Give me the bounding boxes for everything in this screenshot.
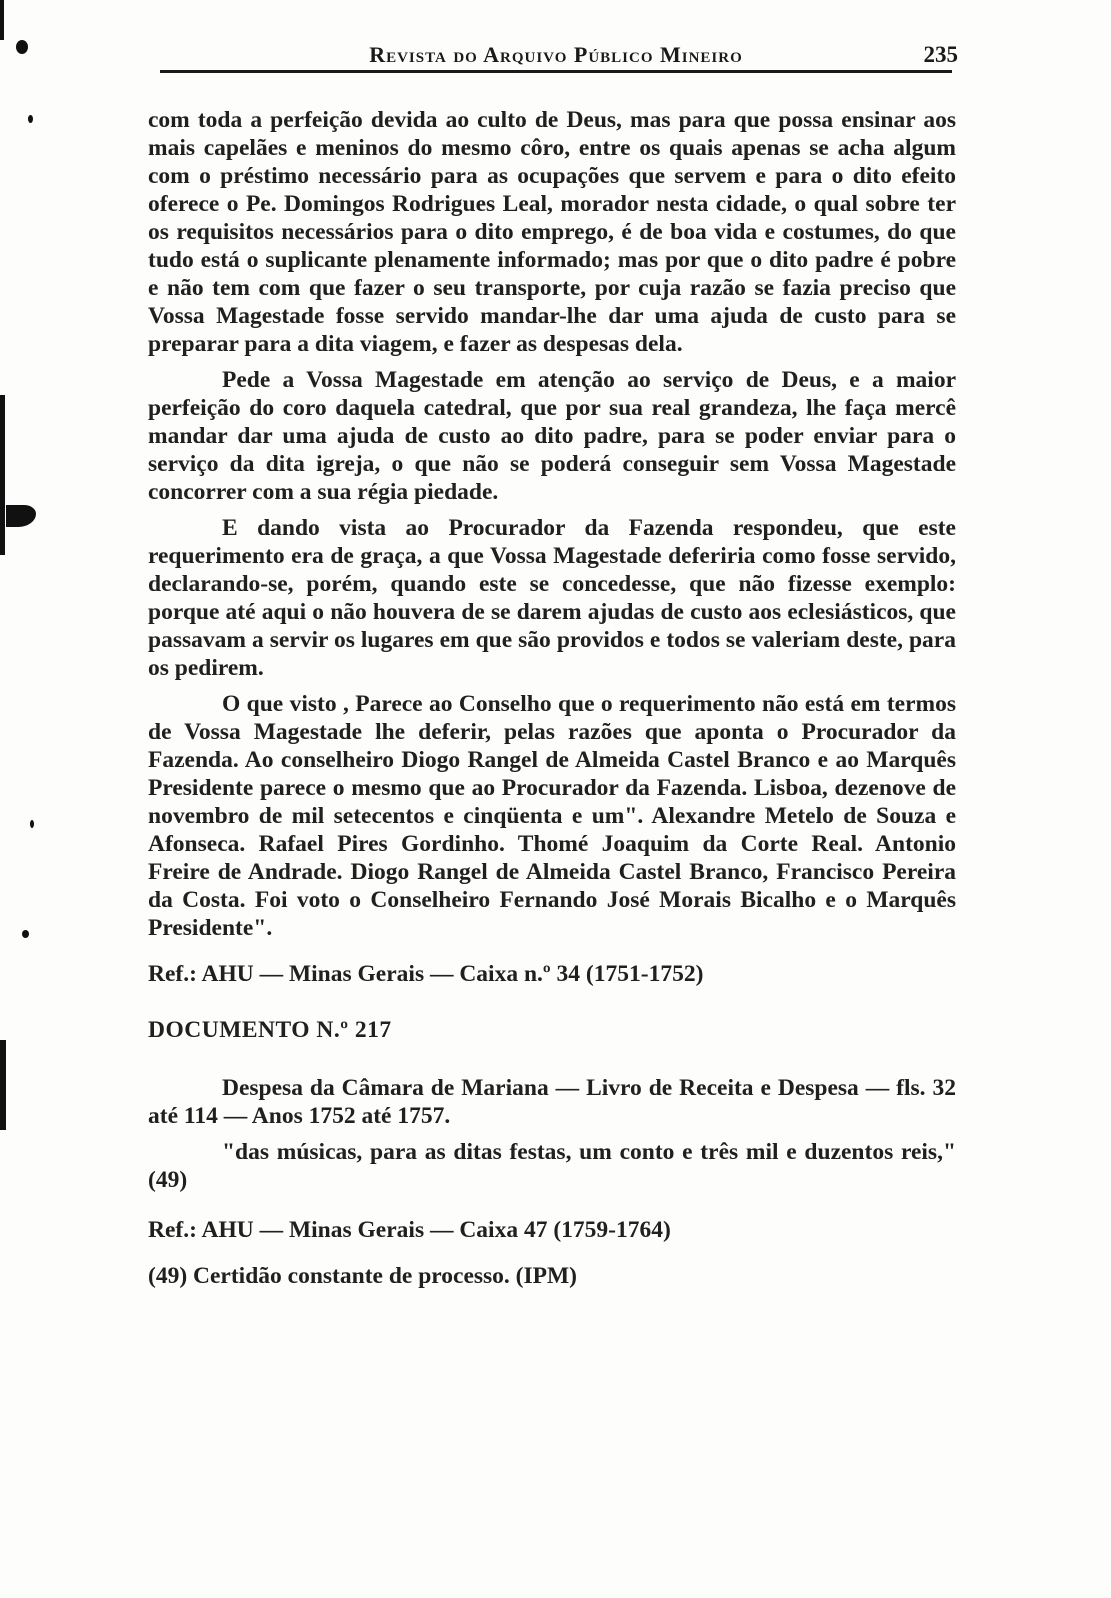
footnote: (49) Certidão constante de processo. (IPM) bbox=[148, 1263, 578, 1289]
journal-title: Revista do Arquivo Público Mineiro bbox=[369, 42, 743, 67]
archive-reference: Ref.: AHU — Minas Gerais — Caixa n.º 34 (1751-1752) bbox=[148, 961, 704, 987]
paragraph: O que visto , Parece ao Conselho que o requerimento não está em termos de Vossa Magestade lhe deferir, pelas razões que aponta o Procurador da Fazenda. Ao conselheiro Diogo Rangel de Almeida Castel Branco e ao Marquês Presidente parece o mesmo que ao Procurador da Fazenda. Lisboa, dezenove de novembro de mil setecentos e cinqüenta e um". Alexandre Metelo de Souza e Afonseca. Rafael Pires Gordinho. Thomé Joaquim da Corte Real. Antonio Freire de Andrade. Diogo Rangel de Almeida Castel Branco, Francisco Pereira da Costa. Foi voto o Conselheiro Fernando José Morais Bicalho e o Marquês Presidente". bbox=[148, 691, 956, 941]
binding-mark bbox=[16, 40, 28, 54]
archive-reference: Ref.: AHU — Minas Gerais — Caixa 47 (1759-1764) bbox=[148, 1217, 671, 1243]
binding-edge-top bbox=[0, 0, 4, 40]
header-rule bbox=[160, 70, 952, 73]
document-description: Despesa da Câmara de Mariana — Livro de Receita e Despesa — fls. 32 até 114 — Anos 1752 até 1757. bbox=[148, 1075, 956, 1129]
paragraph: com toda a perfeição devida ao culto de Deus, mas para que possa ensinar aos mais capelães e meninos do mesmo côro, entre os quais apenas se acha algum com o préstimo necessário para as ocupações que servem e para o dito efeito oferece o Pe. Domingos Rodrigues Leal, morador nesta cidade, o qual sobre ter os requisitos necessários para o dito emprego, é de boa vida e costumes, do que tudo está o suplicante plenamente informado; mas por que o dito padre é pobre e não tem com que fazer o seu transporte, por cuja razão se fazia preciso que Vossa Magestade fosse servido mandar-lhe dar uma ajuda de custo para se preparar para a dita viagem, e fazer as despesas dela. bbox=[148, 107, 956, 357]
binding-mark bbox=[30, 820, 34, 828]
binding-edge-lower bbox=[0, 1040, 6, 1130]
paragraph: Pede a Vossa Magestade em atenção ao serviço de Deus, e a maior perfeição do coro daquela catedral, que por sua real grandeza, lhe faça mercê mandar dar uma ajuda de custo ao dito padre, para se poder enviar para o serviço da dita igreja, o que não se poderá conseguir sem Vossa Magestade concorrer com a sua régia piedade. bbox=[148, 367, 956, 505]
document-quote: "das músicas, para as ditas festas, um conto e três mil e duzentos reis," (49) bbox=[148, 1139, 956, 1193]
body-text bbox=[148, 106, 956, 1298]
paragraph: E dando vista ao Procurador da Fazenda respondeu, que este requerimento era de graça, a que Vossa Magestade deferiria como fosse servido, declarando-se, porém, quando este se concedesse, que não fizesse exemplo: porque até aqui o não houvera de se darem ajudas de custo aos eclesiásticos, que passavam a servir os lugares em que são providos e todos se valeriam deste, para os pedirem. bbox=[148, 515, 956, 681]
binding-mark bbox=[28, 115, 33, 123]
document-title: DOCUMENTO N.º 217 bbox=[148, 1017, 392, 1043]
running-head bbox=[160, 34, 958, 70]
binding-mark bbox=[22, 930, 29, 938]
binding-mark bbox=[6, 505, 36, 527]
binding-edge-middle bbox=[0, 395, 5, 555]
page-number: 235 bbox=[923, 42, 958, 67]
